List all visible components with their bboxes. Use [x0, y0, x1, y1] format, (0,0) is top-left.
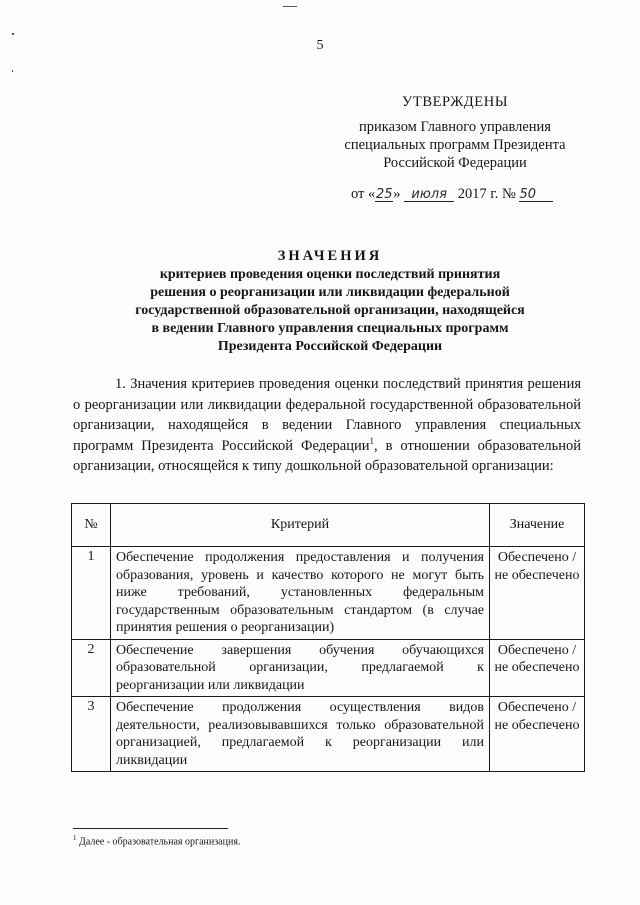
- criteria-table: [71, 503, 585, 772]
- table-header-row: [72, 504, 585, 547]
- order-day: 25: [376, 187, 393, 202]
- footnote-text: Далее - образовательная организация.: [76, 836, 241, 848]
- title-line: государственной образовательной организации, находящейся: [135, 303, 525, 318]
- value-line: Обеспечено /: [497, 642, 577, 658]
- approval-body: [340, 118, 570, 172]
- value-line: не обеспечено: [494, 567, 580, 583]
- order-year: 2017 г. №: [457, 186, 516, 202]
- header-criterion: Критерий: [111, 504, 490, 547]
- row-number: 2: [72, 639, 111, 697]
- title-line: Президента Российской Федерации: [217, 339, 443, 354]
- footnote: [73, 834, 240, 847]
- title-line: решения о реорганизации или ликвидации федеральной: [150, 285, 510, 300]
- order-prefix: от «: [351, 186, 376, 202]
- paragraph-text-end: , в отношении образовательной организации, относящейся к типу дошкольной образовательной организации:: [73, 437, 581, 475]
- approval-line: Российской Федерации: [383, 155, 527, 171]
- table-row: [72, 697, 585, 772]
- footnote-ref: 1: [369, 435, 374, 446]
- footnote-divider: [73, 828, 228, 829]
- title-line: критериев проведения оценки последствий принятия: [159, 267, 501, 282]
- order-number: 50: [519, 188, 553, 202]
- header-value: Значение: [490, 504, 585, 547]
- title-main: ЗНАЧЕНИЯ: [277, 248, 383, 264]
- row-number: 3: [72, 697, 111, 772]
- approval-line: приказом Главного управления: [359, 119, 551, 135]
- value-line: Обеспечено /: [497, 700, 577, 715]
- table-row: [72, 639, 585, 697]
- section-paragraph: [73, 374, 581, 477]
- approval-stamp: [340, 93, 590, 172]
- document-title: [90, 247, 570, 356]
- scan-mark-top: [283, 6, 297, 7]
- footnote-mark: 1: [73, 834, 77, 842]
- row-value: [490, 547, 585, 640]
- approval-heading: УТВЕРЖДЕНЫ: [402, 94, 509, 110]
- row-criterion: Обеспечение продолжения осуществления видов деятельности, реализовывавшихся только образовательной организацией, предлагаемой к реорганизации или ликвидации: [111, 697, 490, 772]
- page-number: 5: [316, 38, 324, 53]
- row-number: 1: [72, 547, 111, 640]
- paragraph-text: 1. Значения критериев проведения оценки последствий принятия решения о реорганизации или ликвидации федеральной государственной образовательной организации, находящейся в ведении Главного управления специальных программ Президента Российской Федерации: [73, 376, 581, 454]
- header-number: №: [72, 504, 111, 547]
- order-month: июля: [404, 188, 454, 202]
- approval-line: специальных программ Президента: [344, 137, 566, 153]
- value-line: не обеспечено: [494, 660, 580, 675]
- row-value: [490, 639, 585, 697]
- row-criterion: Обеспечение завершения обучения обучающихся образовательной организации, предлагаемой к реорганизации или ликвидации: [111, 639, 490, 697]
- order-mid: »: [393, 186, 401, 202]
- row-value: [490, 697, 585, 772]
- row-criterion: Обеспечение продолжения предоставления и получения образования, уровень и качество которого не могут быть ниже требований, установленных федеральным государственным образовательным стандартом (в случае принятия решения о реорганизации): [111, 547, 490, 640]
- order-line: [351, 186, 553, 203]
- scan-mark-left: [12, 33, 14, 35]
- title-line: в ведении Главного управления специальных программ: [151, 321, 509, 336]
- table-row: [72, 547, 585, 640]
- value-line: не обеспечено: [494, 717, 580, 733]
- value-line: Обеспечено /: [497, 550, 577, 565]
- scan-mark-left-2: [12, 70, 13, 72]
